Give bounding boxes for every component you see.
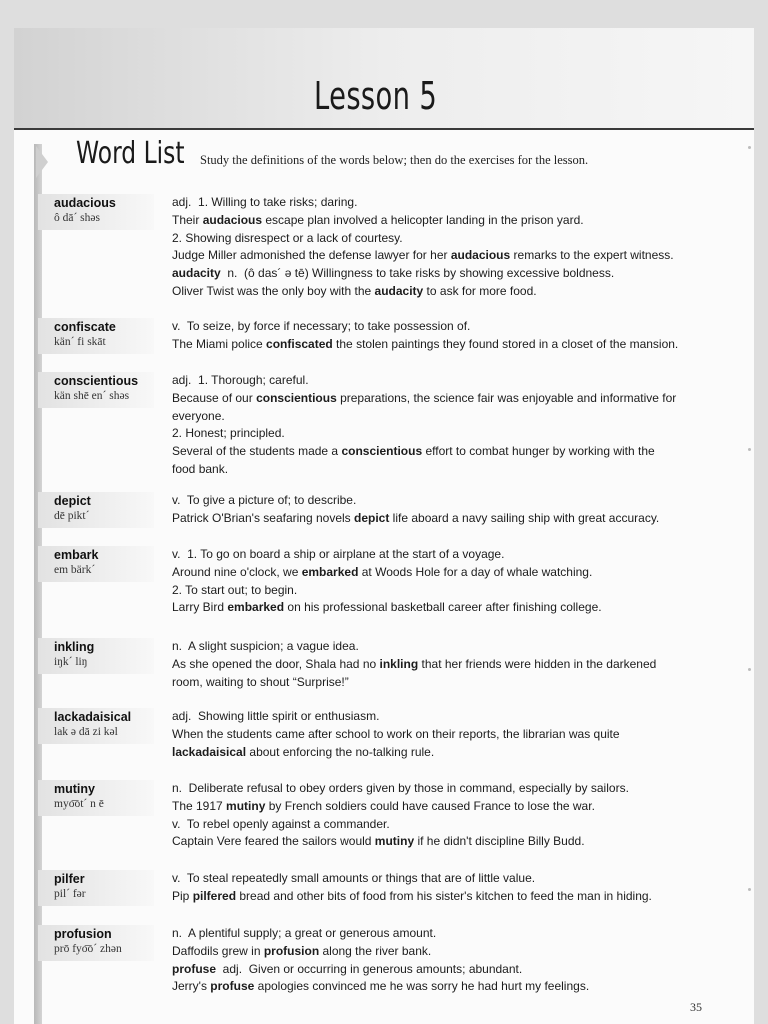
text-segment: Several of the students made a bbox=[172, 444, 342, 459]
definition-block bbox=[172, 870, 732, 906]
text-segment: by French soldiers could have caused France to lose the war. bbox=[265, 798, 595, 813]
text-segment: Daffodils grew in bbox=[172, 943, 264, 958]
text-segment: everyone. bbox=[172, 408, 225, 423]
pronunciation: kän shē en´ shəs bbox=[54, 390, 130, 402]
highlighted-word: profuse bbox=[210, 979, 255, 994]
textbook-page bbox=[14, 28, 754, 1024]
edge-mark bbox=[748, 668, 751, 671]
vocabulary-word: embark bbox=[54, 548, 99, 562]
vocabulary-word: pilfer bbox=[54, 872, 85, 886]
definition-line bbox=[172, 247, 732, 265]
highlighted-word: audacity bbox=[374, 283, 424, 298]
highlighted-word: audacious bbox=[202, 212, 263, 227]
definition-line bbox=[172, 582, 732, 600]
definition-block bbox=[172, 194, 732, 301]
highlighted-word: conscientious bbox=[341, 444, 423, 459]
definition-block bbox=[172, 708, 732, 761]
text-segment: v. 1. To go on board a ship or airplane at the start of a voyage. bbox=[172, 547, 505, 561]
lesson-title: Lesson 5 bbox=[314, 74, 438, 118]
definition-line bbox=[172, 638, 732, 656]
definition-line bbox=[172, 978, 732, 996]
text-segment: about enforcing the no-talking rule. bbox=[246, 744, 435, 759]
text-segment: on his professional basketball career after finishing college. bbox=[284, 600, 602, 615]
definition-line bbox=[172, 265, 732, 283]
definition-line bbox=[172, 194, 732, 212]
pronunciation: em bärk´ bbox=[54, 564, 96, 576]
definition-line bbox=[172, 318, 732, 336]
text-segment: bread and other bits of food from his sister's kitchen to feed the man in hiding. bbox=[236, 888, 652, 903]
text-segment: if he didn't discipline Billy Budd. bbox=[414, 834, 585, 849]
text-segment: The 1917 bbox=[172, 798, 227, 813]
text-segment: adj. 1. Willing to take risks; daring. bbox=[172, 195, 358, 209]
text-segment: n. A plentiful supply; a great or generous amount. bbox=[172, 926, 437, 940]
definition-block bbox=[172, 492, 732, 528]
text-segment: v. To give a picture of; to describe. bbox=[172, 493, 357, 507]
edge-mark bbox=[748, 888, 751, 891]
definition-line bbox=[172, 961, 732, 979]
highlighted-word: audacity bbox=[172, 266, 221, 281]
text-segment: v. To rebel openly against a commander. bbox=[172, 816, 390, 831]
definition-line bbox=[172, 546, 732, 564]
definition-line bbox=[172, 510, 732, 528]
definition-block bbox=[172, 318, 732, 354]
definition-line bbox=[172, 925, 732, 943]
text-segment: n. (ô das´ ə tē) Willingness to take risks by showing excessive boldness. bbox=[220, 266, 615, 281]
section-title: Word List bbox=[76, 136, 185, 171]
highlighted-word: profuse bbox=[172, 961, 217, 976]
highlighted-word: confiscated bbox=[266, 336, 333, 351]
definition-line bbox=[172, 780, 732, 798]
text-segment: adj. Given or occurring in generous amounts; abundant. bbox=[216, 961, 523, 976]
text-segment: n. A slight suspicion; a vague idea. bbox=[172, 639, 359, 653]
pronunciation: iŋk´ liŋ bbox=[54, 656, 88, 668]
definition-line bbox=[172, 726, 732, 744]
vocabulary-word: confiscate bbox=[54, 320, 116, 334]
text-segment: adj. 1. Thorough; careful. bbox=[172, 373, 309, 387]
text-segment: When the students came after school to work on their reports, the librarian was quite bbox=[172, 726, 620, 741]
text-segment: 2. To start out; to begin. bbox=[172, 582, 298, 597]
definition-block bbox=[172, 638, 732, 691]
pronunciation: kän´ fi skāt bbox=[54, 336, 106, 348]
header-divider bbox=[14, 128, 754, 130]
edge-mark bbox=[748, 146, 751, 149]
definition-line bbox=[172, 674, 732, 692]
definition-line bbox=[172, 372, 732, 390]
text-segment: Because of our bbox=[172, 390, 257, 405]
text-segment: Pip bbox=[172, 888, 193, 903]
text-segment: apologies convinced me he was sorry he had hurt my feelings. bbox=[254, 979, 590, 994]
definition-block bbox=[172, 925, 732, 996]
text-segment: along the river bank. bbox=[319, 943, 432, 958]
definition-line bbox=[172, 461, 732, 479]
text-segment: Captain Vere feared the sailors would bbox=[172, 834, 375, 849]
pronunciation: myo͞ot´ n ē bbox=[54, 798, 104, 810]
highlighted-word: profusion bbox=[263, 943, 320, 958]
text-segment: food bank. bbox=[172, 461, 229, 476]
definition-line bbox=[172, 230, 732, 248]
vocabulary-word: conscientious bbox=[54, 374, 139, 388]
highlighted-word: embarked bbox=[301, 564, 359, 579]
definition-line bbox=[172, 888, 732, 906]
definition-block bbox=[172, 780, 732, 851]
text-segment: that her friends were hidden in the darkened bbox=[418, 656, 657, 671]
page-number: 35 bbox=[690, 1000, 702, 1014]
pronunciation: ô dā´ shəs bbox=[54, 212, 100, 224]
instructions-text: Study the definitions of the words below; then do the exercises for the lesson. bbox=[200, 153, 589, 167]
definition-line bbox=[172, 390, 732, 408]
pronunciation: prō fyo͞o´ zhən bbox=[54, 943, 122, 955]
definition-line bbox=[172, 870, 732, 888]
vocabulary-word: inkling bbox=[54, 640, 95, 654]
text-segment: 2. Honest; principled. bbox=[172, 426, 285, 441]
highlighted-word: pilfered bbox=[192, 888, 237, 903]
text-segment: Around nine o'clock, we bbox=[172, 564, 302, 579]
text-segment: at Woods Hole for a day of whale watching. bbox=[358, 564, 593, 579]
definition-line bbox=[172, 492, 732, 510]
vocabulary-word: lackadaisical bbox=[54, 710, 132, 724]
text-segment: v. To steal repeatedly small amounts or things that are of little value. bbox=[172, 871, 536, 885]
text-segment: As she opened the door, Shala had no bbox=[172, 656, 380, 671]
text-segment: Their bbox=[172, 212, 203, 227]
definition-line bbox=[172, 212, 732, 230]
text-segment: v. To seize, by force if necessary; to take possession of. bbox=[172, 319, 471, 333]
definition-line bbox=[172, 443, 732, 461]
text-segment: the stolen paintings they found stored in a closet of the mansion. bbox=[332, 336, 679, 351]
highlighted-word: lackadaisical bbox=[172, 744, 247, 759]
text-segment: to ask for more food. bbox=[423, 283, 537, 298]
pronunciation: lak ə dā zi kəl bbox=[54, 726, 118, 738]
definition-block bbox=[172, 372, 732, 479]
text-segment: escape plan involved a helicopter landing in the prison yard. bbox=[262, 212, 584, 227]
definition-line bbox=[172, 833, 732, 851]
text-segment: Jerry's bbox=[172, 979, 211, 994]
edge-mark bbox=[748, 448, 751, 451]
definition-line bbox=[172, 798, 732, 816]
text-segment: Oliver Twist was the only boy with the bbox=[172, 283, 375, 298]
text-segment: preparations, the science fair was enjoyable and informative for bbox=[336, 390, 677, 405]
pronunciation: pil´ fər bbox=[54, 888, 86, 900]
text-segment: n. Deliberate refusal to obey orders given by those in command, especially by sailors. bbox=[172, 781, 629, 795]
text-segment: effort to combat hunger by working with the bbox=[422, 444, 655, 459]
definition-line bbox=[172, 564, 732, 582]
highlighted-word: embarked bbox=[227, 600, 285, 615]
definition-line bbox=[172, 744, 732, 762]
definition-line bbox=[172, 708, 732, 726]
text-segment: adj. Showing little spirit or enthusiasm. bbox=[172, 709, 380, 723]
definition-line bbox=[172, 656, 732, 674]
definition-line bbox=[172, 816, 732, 834]
text-segment: 2. Showing disrespect or a lack of courtesy. bbox=[172, 230, 403, 245]
definition-line bbox=[172, 336, 732, 354]
text-segment: The Miami police bbox=[172, 336, 267, 351]
highlighted-word: mutiny bbox=[374, 834, 415, 849]
definition-line bbox=[172, 425, 732, 443]
highlighted-word: mutiny bbox=[226, 798, 266, 813]
text-segment: room, waiting to shout “Surprise!” bbox=[172, 674, 349, 689]
definition-line bbox=[172, 599, 732, 617]
definition-line bbox=[172, 283, 732, 301]
pronunciation: dē pikt´ bbox=[54, 510, 90, 522]
definition-block bbox=[172, 546, 732, 617]
section-arrow-icon bbox=[36, 146, 48, 178]
text-segment: life aboard a navy sailing ship with great accuracy. bbox=[389, 510, 660, 525]
definition-line bbox=[172, 943, 732, 961]
highlighted-word: depict bbox=[354, 510, 390, 525]
vocabulary-word: depict bbox=[54, 494, 91, 508]
vocabulary-word: mutiny bbox=[54, 782, 95, 796]
text-segment: remarks to the expert witness. bbox=[510, 248, 674, 263]
vocabulary-word: profusion bbox=[54, 927, 112, 941]
highlighted-word: inkling bbox=[379, 656, 419, 671]
text-segment: Larry Bird bbox=[172, 600, 228, 615]
highlighted-word: conscientious bbox=[256, 390, 337, 405]
highlighted-word: audacious bbox=[450, 248, 511, 263]
text-segment: Patrick O'Brian's seafaring novels bbox=[172, 510, 354, 525]
vocabulary-word: audacious bbox=[54, 196, 116, 210]
definition-line bbox=[172, 408, 732, 426]
text-segment: Judge Miller admonished the defense lawyer for her bbox=[172, 248, 451, 263]
